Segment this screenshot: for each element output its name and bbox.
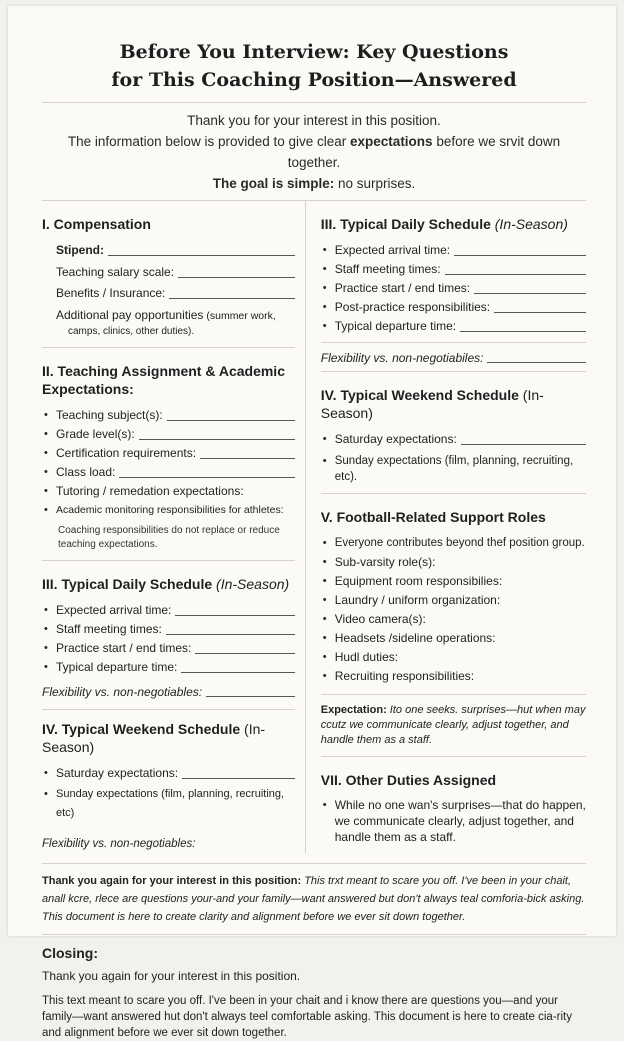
list-item[interactable]: [42, 658, 295, 677]
thanks-text: This trxt meant to scare you off. I've been in your chait, anall kcre, rlece are questions your-and your family—want answered but don't always teal comforia-bick asking. This document is here to create clarity and alignment before we ever sit down together.: [42, 875, 585, 923]
blank-line: [139, 438, 295, 440]
list-item[interactable]: [321, 260, 586, 279]
section-heading-compensation: I. Compensation: [42, 216, 151, 232]
intro: [42, 103, 586, 200]
intro-line-3b: no surprises.: [334, 176, 416, 191]
field-label: Stipend:: [56, 243, 104, 257]
list-item[interactable]: [42, 406, 295, 425]
field-label: • Tutoring / remedation expectations:: [56, 484, 244, 498]
closing-line-1: Thank you again for your interest in this position.: [42, 969, 301, 983]
teaching-list: [42, 406, 295, 520]
heading-text: IV. Typical Weekend Schedule: [42, 721, 245, 737]
section-heading-weekend-right: [321, 386, 586, 422]
blank-line: [445, 273, 586, 275]
list-item: • Sub-varsity role(s):: [321, 553, 586, 572]
heading-qualifier: (In-Season): [494, 216, 568, 232]
field-label: • Class load:: [56, 465, 116, 479]
divider: [42, 863, 586, 864]
title-line-2: for This Coaching Position—Answered: [111, 69, 517, 91]
field-flexibility[interactable]: [42, 683, 295, 701]
list-item: • Hudl duties:: [321, 648, 586, 667]
additional-pay-label: Additional pay opportunities: [56, 308, 204, 322]
blank-line: [206, 695, 295, 697]
blank-line: [119, 476, 294, 478]
intro-line-2b: expectations: [350, 134, 433, 149]
thanks-paragraph: [42, 872, 586, 926]
field-label: • Saturday expectations:: [334, 432, 457, 446]
heading-qualifier: (In-Season): [216, 576, 290, 592]
field-label: • Academic monitoring responsibilities for athletes:: [56, 504, 284, 516]
section-heading-other: VII. Other Duties Assigned: [320, 772, 497, 788]
field-label: Teaching salary scale:: [56, 265, 175, 279]
additional-pay-note: (summer work,: [203, 310, 276, 322]
blank-line: [200, 457, 295, 459]
blank-line: [195, 652, 294, 654]
intro-line-3: [42, 173, 586, 194]
additional-pay: [42, 307, 295, 325]
field-label: Benefits / Insurance:: [56, 286, 166, 300]
field-label: • Teaching subject(s):: [56, 408, 163, 422]
list-item[interactable]: [321, 317, 586, 336]
list-item: • Video camera(s):: [321, 610, 586, 629]
closing-section: [42, 945, 586, 1041]
heading-qualifier: (In-Season): [320, 387, 544, 421]
field-label: • Typical departure time:: [334, 319, 457, 333]
section-heading-weekend-left: [42, 720, 295, 756]
divider: [42, 560, 295, 561]
blank-line: [461, 443, 586, 445]
divider: [42, 709, 295, 710]
intro-line-2c: before we srvit down together.: [287, 134, 561, 170]
list-item[interactable]: [42, 639, 295, 658]
field-label: • Practice start / end times:: [334, 281, 471, 295]
list-item[interactable]: [321, 241, 586, 260]
blank-line: [487, 361, 586, 363]
blank-line: [169, 297, 294, 299]
field-benefits[interactable]: [42, 284, 295, 303]
blank-line: [182, 777, 295, 779]
section-heading-daily-right: [321, 215, 586, 233]
blank-line: [167, 419, 295, 421]
intro-line-2a: The information below is provided to give clear: [67, 134, 351, 149]
list-item[interactable]: [321, 430, 586, 449]
divider: [321, 493, 586, 494]
divider: [321, 342, 586, 343]
blank-line: [166, 633, 295, 635]
blank-line: [108, 254, 295, 256]
field-flexibility[interactable]: [321, 349, 586, 367]
section-heading-teaching: II. Teaching Assignment & Academic Expectations:: [42, 363, 285, 397]
list-item[interactable]: [42, 425, 295, 444]
intro-line-1: Thank you for your interest in this position.: [187, 113, 441, 128]
intro-line-2: [42, 131, 586, 173]
field-label: • Expected arrival time:: [334, 243, 451, 257]
divider: [321, 694, 586, 695]
page-title: [42, 38, 586, 94]
blank-line: [181, 671, 294, 673]
document-page: [8, 6, 616, 1039]
heading-text: III. Typical Daily Schedule: [42, 576, 217, 592]
list-item: • Laundry / uniform organization:: [321, 591, 586, 610]
field-label: • Grade level(s):: [56, 427, 135, 441]
field-label: • Expected arrival time:: [56, 603, 172, 617]
divider: [321, 756, 586, 757]
field-label: • Certification requirements:: [56, 446, 197, 460]
additional-pay-note-2: camps, clinics, other duties).: [68, 326, 195, 337]
blank-line: [175, 614, 294, 616]
divider: [42, 347, 295, 348]
list-item[interactable]: [42, 463, 295, 482]
section-heading-daily-left: [42, 575, 295, 593]
field-label: • Staff meeting times:: [334, 262, 441, 276]
intro-line-3a: The goal is simple:: [212, 176, 335, 191]
section-heading-closing: Closing:: [42, 945, 98, 961]
field-label: • Typical departure time:: [56, 660, 178, 674]
expectation-text: Ito one seeks. surprises—hut when may ccutz we communicate clearly, adjust together, and handle them as a staff.: [320, 704, 586, 746]
expectation-note: [321, 703, 586, 748]
closing-line-2: This text meant to scare you off. I've been in your chait and i know there are questions you—and your family—want answered hut don't always teel comfortable asking. This document is here to create cia-rity and alignment before we ever sit down together.: [42, 995, 572, 1039]
field-label: • Saturday expectations:: [56, 766, 179, 780]
field-salary[interactable]: [42, 263, 295, 282]
list-item: • While no one wan's surprises—that do happen, we communicate clearly, adjust together, and handle them as a staff.: [321, 797, 586, 845]
field-label: • Post-practice responsibilities:: [334, 300, 491, 314]
field-label: • Sunday expectations (film, planning, recruiting, etc): [56, 788, 285, 819]
divider: [42, 934, 586, 935]
list-item: • Equipment room responsibilies:: [321, 572, 586, 591]
list-item: [42, 501, 295, 520]
blank-line: [494, 311, 586, 313]
list-item: [42, 785, 295, 823]
thanks-lead: Thank you again for your interest in this position:: [42, 875, 302, 887]
flexibility-note: Flexibility vs. non-negotiables:: [42, 838, 196, 850]
list-item: • Sunday expectations (film, planning, recruiting, etc).: [321, 453, 586, 485]
list-item[interactable]: [42, 620, 295, 639]
field-label: • Staff meeting times:: [56, 622, 162, 636]
list-item[interactable]: [42, 444, 295, 463]
list-item: • Everyone contributes beyond thef position group.: [321, 534, 586, 553]
field-label: Flexibility vs. non-negotiabiles:: [320, 351, 484, 365]
teaching-note: Coaching responsibilities do not replace or reduce teaching expectations.: [58, 525, 280, 550]
expectation-label: Expectation:: [320, 704, 387, 716]
blank-line: [474, 292, 586, 294]
list-item: • Headsets /sideline operations:: [321, 629, 586, 648]
field-label: • Practice start / end times:: [56, 641, 192, 655]
divider: [321, 371, 586, 372]
two-column-body: [42, 201, 586, 853]
section-heading-support: V. Football-Related Support Roles: [320, 509, 546, 525]
list-item[interactable]: [321, 279, 586, 298]
blank-line: [454, 254, 586, 256]
heading-text: IV. Typical Weekend Schedule: [320, 387, 523, 403]
list-item[interactable]: [321, 298, 586, 317]
blank-line: [178, 276, 295, 278]
list-item[interactable]: [42, 764, 295, 783]
list-item: [42, 482, 295, 501]
right-column: [305, 201, 586, 853]
heading-text: III. Typical Daily Schedule: [320, 216, 495, 232]
field-label: Flexibility vs. non-negotiables:: [42, 685, 203, 699]
title-line-1: Before You Interview: Key Questions: [119, 41, 509, 63]
field-stipend[interactable]: [42, 241, 295, 260]
left-column: [42, 201, 305, 853]
list-item[interactable]: [42, 601, 295, 620]
list-item: • Recruiting responsibilities:: [321, 667, 586, 686]
blank-line: [460, 330, 586, 332]
heading-qualifier: (In-Season): [42, 721, 266, 755]
